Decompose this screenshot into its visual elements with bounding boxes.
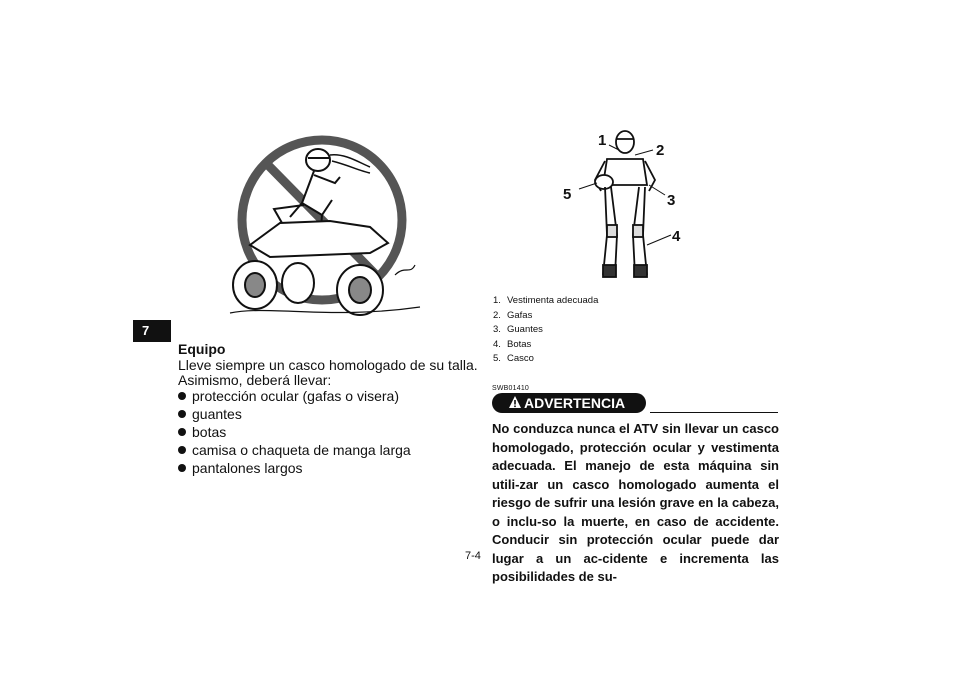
intro-line-1: Lleve siempre un casco homologado de su talla. [178, 357, 478, 373]
warning-code: SWB01410 [492, 385, 530, 392]
callout-1: 1 [598, 132, 607, 149]
callout-5: 5 [563, 186, 572, 203]
warning-text: No conduzca nunca el ATV sin llevar un casco homologado, protección ocular y vestimenta adecuada. El manejo de esta máquina sin utili-zar un casco homologado aumenta el riesgo de sufrir una lesión grave en la cabeza, o inclu-so la muerte, en caso de accidente. Conducir sin protección ocular puede dar lugar a un ac-cidente e incrementa las posibilidades de su- [492, 421, 779, 584]
warning-badge [492, 393, 646, 413]
divider [650, 412, 778, 413]
callout-4: 4 [672, 228, 681, 245]
bullet-icon [178, 410, 186, 418]
page-number: 7-4 [465, 550, 481, 562]
list-item: guantes [178, 405, 411, 423]
warning-triangle-icon [508, 395, 522, 409]
legend-item: 3. Guantes [493, 324, 543, 335]
callout-3: 3 [667, 192, 676, 209]
chapter-tab: 7 [133, 320, 171, 342]
rider-figure-icon [595, 131, 655, 277]
warning-header [492, 393, 778, 413]
warning-badge-label: ADVERTENCIA [524, 395, 626, 411]
equipment-list [178, 387, 411, 477]
list-item: protección ocular (gafas o visera) [178, 387, 411, 405]
legend-item: 5. Casco [493, 353, 534, 364]
figure-legend [493, 294, 598, 367]
legend-item: 1. Vestimenta adecuada [493, 295, 599, 306]
intro-line-2: Asimismo, deberá llevar: [178, 372, 332, 388]
prohibited-atv-rider-illustration [210, 125, 435, 325]
rider-gear-illustration [555, 125, 695, 285]
callout-2: 2 [656, 142, 665, 159]
list-item: botas [178, 423, 411, 441]
bullet-icon [178, 428, 186, 436]
legend-item: 2. Gafas [493, 309, 533, 321]
legend-item: 4. Botas [493, 338, 532, 350]
list-item: camisa o chaqueta de manga larga [178, 441, 411, 459]
bullet-icon [178, 464, 186, 472]
list-item: pantalones largos [178, 459, 411, 477]
bullet-icon [178, 446, 186, 454]
bullet-icon [178, 392, 186, 400]
section-title: Equipo [178, 341, 226, 357]
